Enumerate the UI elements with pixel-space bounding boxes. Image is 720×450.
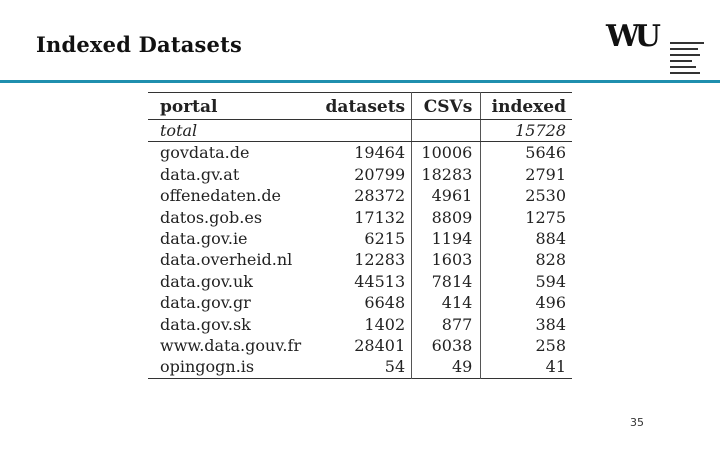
total-indexed: 15728: [481, 120, 572, 142]
cell-indexed: 384: [535, 314, 566, 334]
total-csvs: [412, 120, 481, 142]
cell-indexed: 1275: [525, 207, 566, 227]
table-row: [148, 356, 572, 378]
cell-indexed: 828: [535, 250, 566, 270]
cell-datasets: 6215: [315, 228, 412, 249]
cell-datasets: 1402: [315, 314, 412, 335]
table-row: [148, 207, 572, 228]
cell-portal: data.gv.at: [160, 164, 240, 184]
cell-datasets: 28401: [315, 335, 412, 356]
header-csvs: CSVs: [412, 93, 481, 120]
cell-portal: data.gov.sk: [160, 314, 251, 334]
cell-csvs: 8809: [412, 207, 481, 228]
cell-portal: govdata.de: [160, 143, 250, 163]
table-row: [148, 142, 572, 164]
header-indexed: indexed: [481, 93, 572, 120]
table-row: [148, 292, 572, 313]
cell-csvs: 1194: [412, 228, 481, 249]
table-row: [148, 249, 572, 270]
cell-csvs: 414: [412, 292, 481, 313]
table-row: [148, 314, 572, 335]
cell-csvs: 18283: [412, 164, 481, 185]
logo-text-lines: [670, 42, 704, 78]
cell-datasets: 17132: [315, 207, 412, 228]
table-row: [148, 228, 572, 249]
cell-csvs: 877: [412, 314, 481, 335]
table-row: [148, 271, 572, 292]
cell-portal: data.overheid.nl: [160, 250, 293, 270]
wu-logo-mark: WU: [606, 19, 656, 54]
cell-csvs: 1603: [412, 249, 481, 270]
cell-indexed: 2530: [525, 186, 566, 206]
cell-datasets: 54: [315, 356, 412, 378]
cell-portal: data.gov.ie: [160, 229, 248, 249]
datasets-table-container: [148, 92, 572, 379]
total-row: [148, 120, 572, 142]
slide-title: Indexed Datasets: [36, 32, 243, 57]
cell-portal: data.gov.gr: [160, 293, 251, 313]
header-portal: portal: [148, 93, 315, 120]
table-row: [148, 185, 572, 206]
title-divider: [0, 80, 720, 83]
cell-indexed: 594: [535, 271, 566, 291]
table-header-row: [148, 93, 572, 120]
cell-csvs: 10006: [412, 142, 481, 164]
cell-portal: data.gov.uk: [160, 271, 253, 291]
wu-logo: [606, 20, 706, 76]
cell-indexed: 2791: [525, 164, 566, 184]
cell-portal: www.data.gouv.fr: [160, 336, 302, 356]
page-number: 35: [630, 416, 644, 429]
cell-datasets: 19464: [315, 142, 412, 164]
cell-csvs: 4961: [412, 185, 481, 206]
total-datasets: [315, 120, 412, 142]
table-row: [148, 335, 572, 356]
cell-datasets: 6648: [315, 292, 412, 313]
total-label: total: [148, 120, 315, 142]
cell-datasets: 20799: [315, 164, 412, 185]
cell-csvs: 49: [412, 356, 481, 378]
cell-indexed: 41: [545, 357, 566, 377]
cell-datasets: 28372: [315, 185, 412, 206]
cell-indexed: 496: [535, 293, 566, 313]
table-row: [148, 164, 572, 185]
cell-portal: opingogn.is: [160, 357, 255, 377]
cell-indexed: 5646: [525, 143, 566, 163]
indexed-datasets-table: [148, 92, 572, 379]
cell-csvs: 7814: [412, 271, 481, 292]
cell-portal: offenedaten.de: [160, 186, 282, 206]
cell-datasets: 12283: [315, 249, 412, 270]
cell-indexed: 258: [535, 336, 566, 356]
cell-indexed: 884: [535, 229, 566, 249]
header-datasets: datasets: [315, 93, 412, 120]
cell-portal: datos.gob.es: [160, 207, 263, 227]
cell-datasets: 44513: [315, 271, 412, 292]
cell-csvs: 6038: [412, 335, 481, 356]
